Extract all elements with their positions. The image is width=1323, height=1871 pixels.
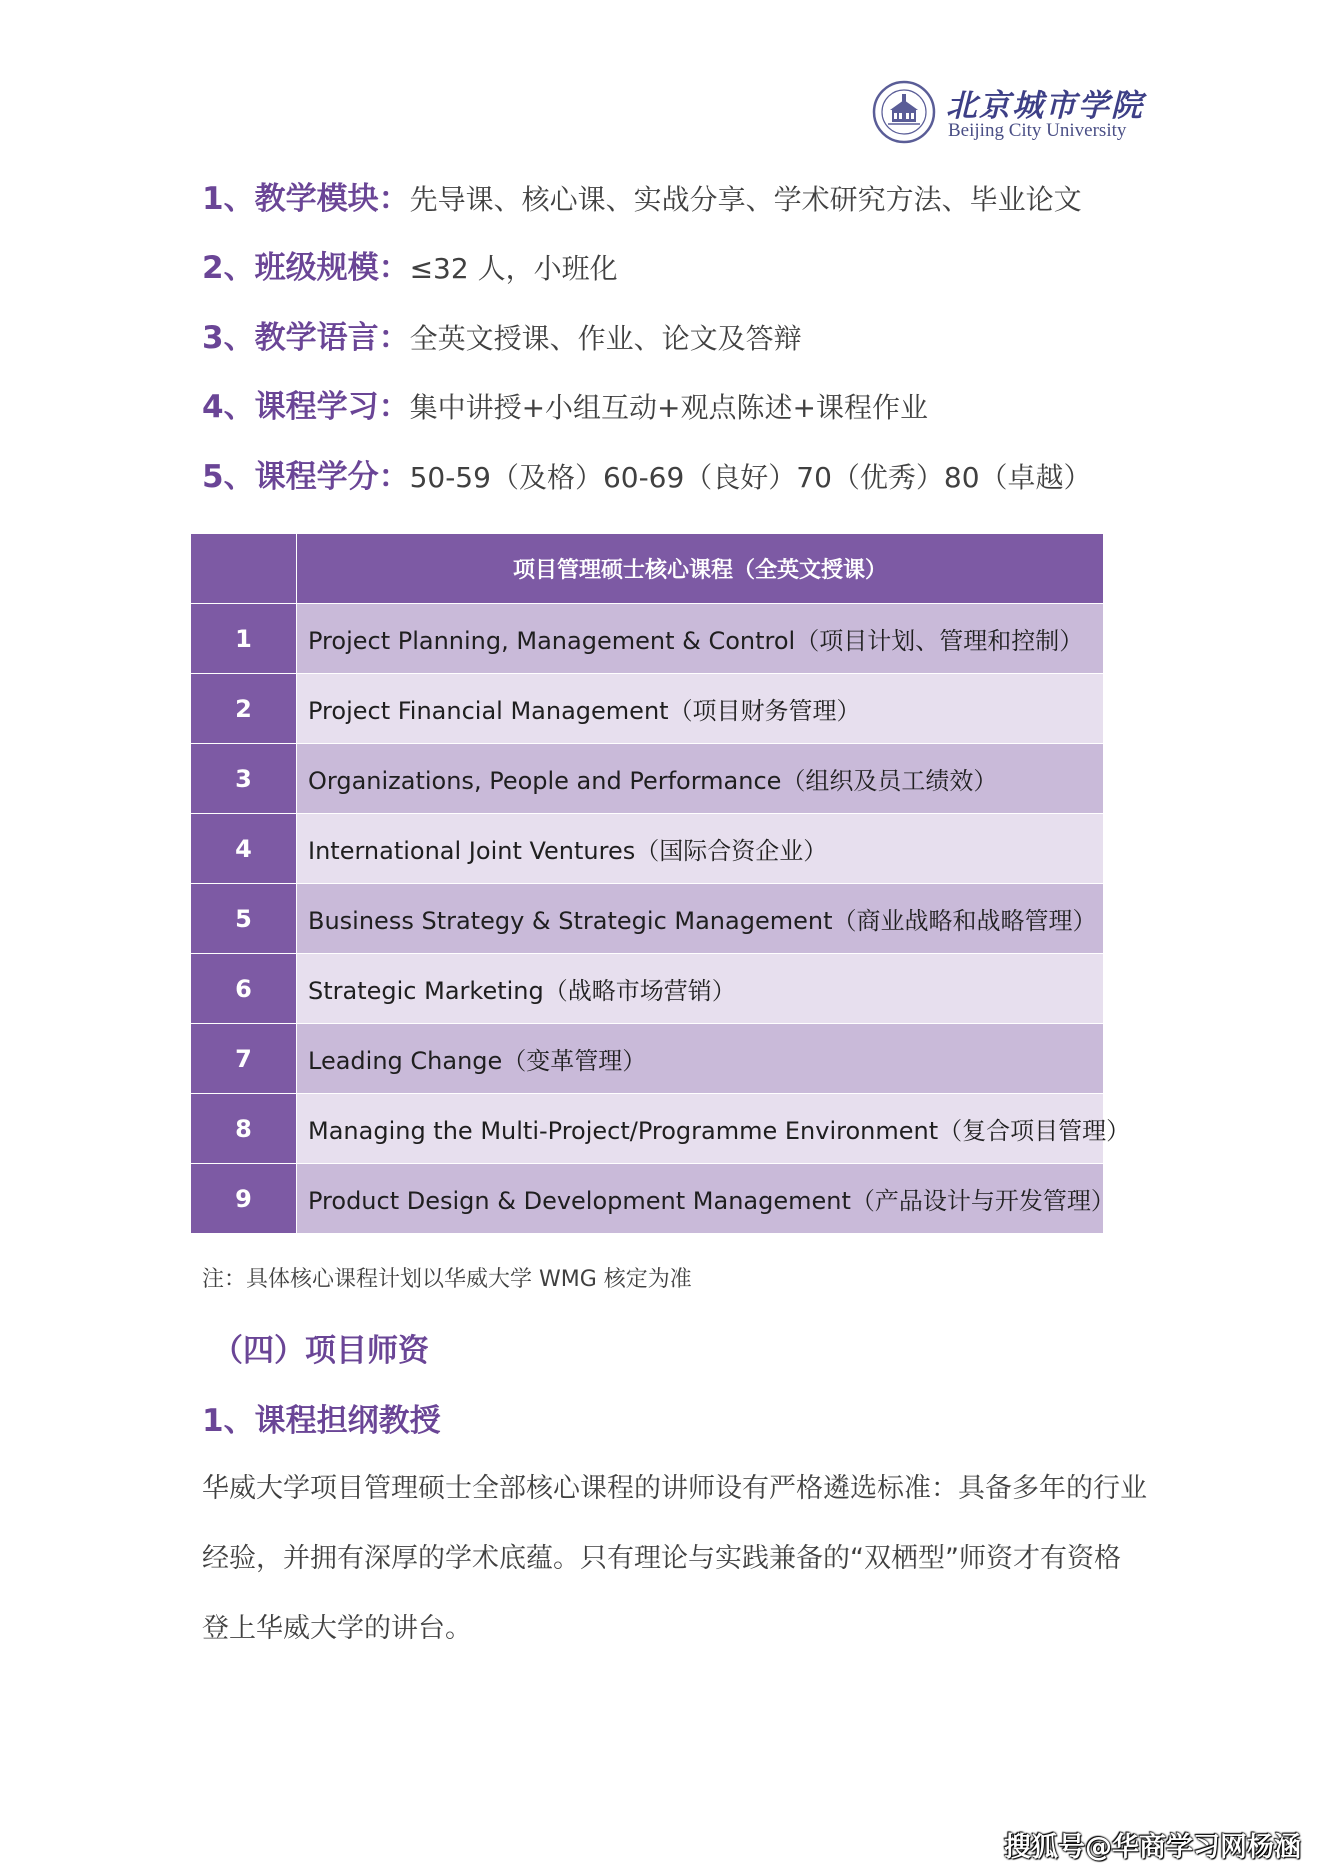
university-seal-icon [872, 80, 936, 144]
section-title-faculty: （四）项目师资 [212, 1333, 429, 1369]
course-name: Business Strategy & Strategic Management（商业战略和战略管理） [297, 884, 1104, 954]
course-number: 8 [191, 1094, 297, 1164]
item-label: 5、课程学分： [202, 459, 410, 495]
item-teaching-module [202, 179, 1082, 220]
table-header-row [191, 534, 1104, 604]
course-name: Strategic Marketing（战略市场营销） [297, 954, 1104, 1024]
table-row [191, 1094, 1104, 1164]
paragraph-line: 华威大学项目管理硕士全部核心课程的讲师设有严格遴选标准：具备多年的行业 [202, 1473, 1147, 1504]
item-course-study [202, 387, 928, 428]
item-course-credits [202, 457, 1092, 498]
item-label: 4、课程学习： [202, 389, 410, 425]
course-name: Leading Change（变革管理） [297, 1024, 1104, 1094]
item-teaching-language [202, 318, 802, 359]
item-label: 2、班级规模： [202, 250, 410, 286]
logo-chinese-name: 北京城市学院 [946, 88, 1144, 124]
item-text: 先导课、核心课、实战分享、学术研究方法、毕业论文 [409, 183, 1082, 216]
core-course-table [190, 533, 1131, 1234]
item-text: 50-59（及格）60-69（良好）70（优秀）80（卓越） [409, 461, 1092, 494]
course-name: Project Planning, Management & Control（项目计划、管理和控制） [297, 604, 1104, 674]
table-row [191, 604, 1104, 674]
item-class-size [202, 248, 618, 289]
table-row [191, 1024, 1104, 1094]
item-label: 3、教学语言： [202, 320, 410, 356]
source-watermark: 搜狐号@华商学习网杨涵 [1004, 1832, 1301, 1863]
paragraph-line: 经验，并拥有深厚的学术底蕴。只有理论与实践兼备的“双栖型”师资才有资格 [202, 1543, 1121, 1574]
table-header-title: 项目管理硕士核心课程（全英文授课） [297, 534, 1104, 604]
course-number: 4 [191, 814, 297, 884]
item-text: 集中讲授+小组互动+观点陈述+课程作业 [409, 391, 928, 424]
course-number: 3 [191, 744, 297, 814]
subsection-title-professors: 1、课程担纲教授 [202, 1403, 441, 1439]
table-row [191, 744, 1104, 814]
paragraph-line: 登上华威大学的讲台。 [202, 1613, 472, 1644]
table-row [191, 814, 1104, 884]
course-number: 2 [191, 674, 297, 744]
item-text: 全英文授课、作业、论文及答辩 [409, 322, 802, 355]
course-name: Project Financial Management（项目财务管理） [297, 674, 1104, 744]
table-row [191, 1164, 1104, 1234]
course-number: 7 [191, 1024, 297, 1094]
course-number: 6 [191, 954, 297, 1024]
item-text: ≤32 人，小班化 [409, 252, 618, 285]
table-note: 注：具体核心课程计划以华威大学 WMG 核定为准 [202, 1267, 692, 1292]
course-number: 9 [191, 1164, 297, 1234]
course-number: 5 [191, 884, 297, 954]
course-name: Organizations, People and Performance（组织及员工绩效） [297, 744, 1104, 814]
course-name: Managing the Multi-Project/Programme Environment（复合项目管理） [297, 1094, 1104, 1164]
item-label: 1、教学模块： [202, 181, 410, 217]
course-name: International Joint Ventures（国际合资企业） [297, 814, 1104, 884]
table-row [191, 674, 1104, 744]
course-name: Product Design & Development Management（产品设计与开发管理） [297, 1164, 1104, 1234]
logo-english-name: Beijing City University [948, 120, 1127, 141]
course-number: 1 [191, 604, 297, 674]
table-row [191, 954, 1104, 1024]
table-header-blank [191, 534, 297, 604]
table-row [191, 884, 1104, 954]
university-logo [872, 78, 1144, 150]
